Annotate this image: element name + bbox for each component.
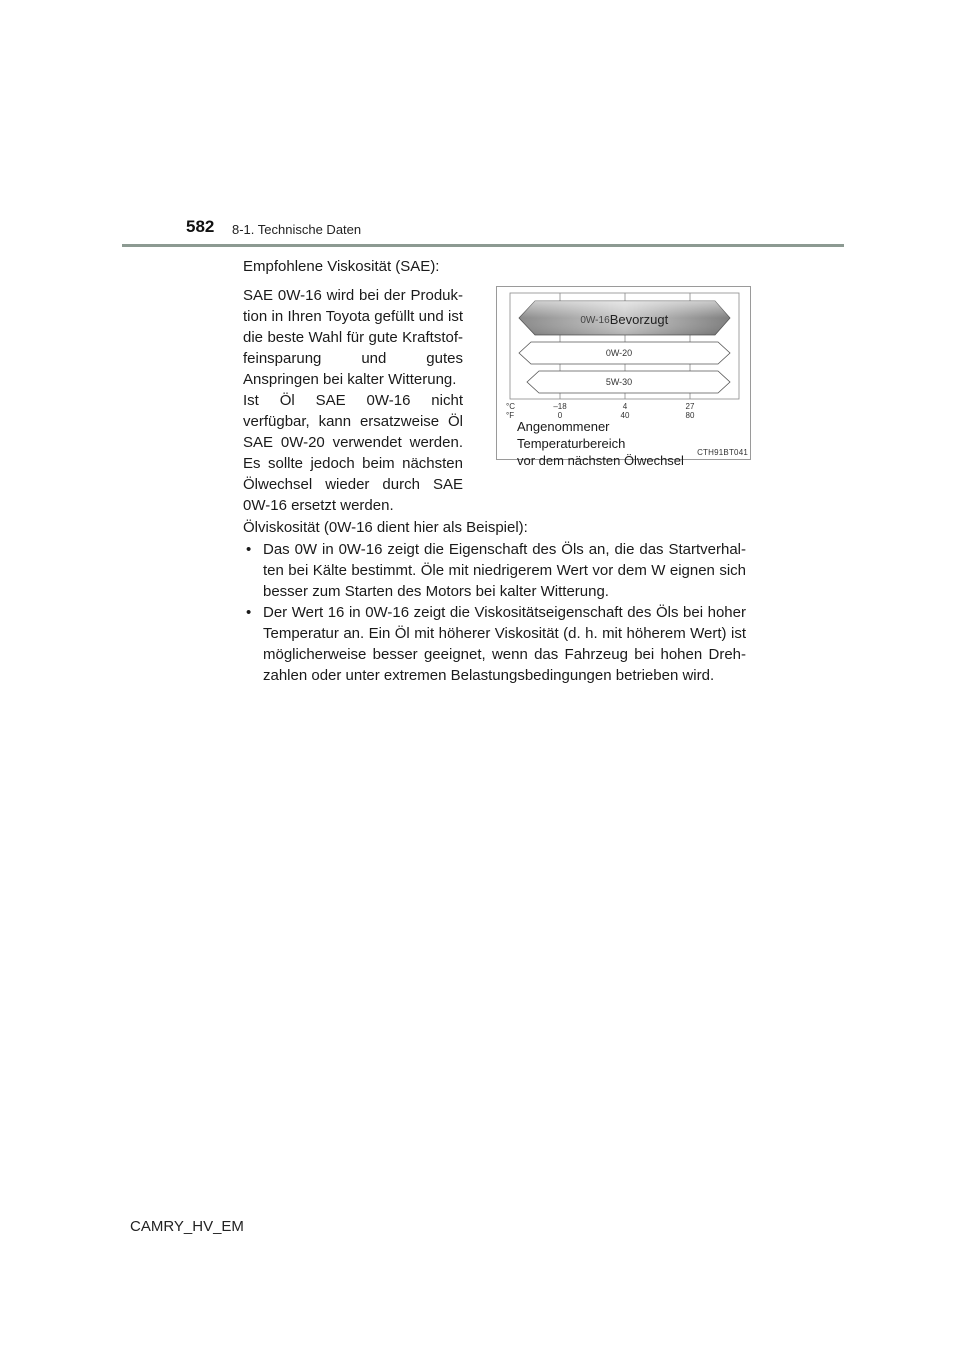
oil-range-arrow-0w20: [519, 342, 730, 364]
oil-grade-label-0w20: 0W-20: [605, 348, 633, 358]
oil-grade-label-5w30: 5W-30: [605, 377, 633, 387]
oil-range-arrow-5w30: [527, 371, 730, 393]
tick-f-0: 0: [557, 411, 563, 420]
figure-code: CTH91BT041: [697, 448, 748, 457]
viscosity-heading: Empfohlene Viskosität (SAE):: [243, 258, 440, 275]
figure-caption-line-2: vor dem nächsten Ölwechsel: [517, 453, 684, 468]
bullet-glyph: •: [246, 604, 252, 621]
bullet-list: [243, 539, 746, 686]
intro-paragraph-1: SAE 0W-16 wird bei der Produk-tion in Ihren Toyota gefüllt und ist die beste Wahl für gute Kraftstof-feinsparung und gutes Anspringen bei kalter Witterung.: [243, 287, 463, 388]
oil-grade-label-0w16: 0W-16: [580, 315, 610, 326]
viscosity-temperature-figure: [496, 286, 751, 468]
header-divider: [122, 244, 844, 247]
bullet-text-2: Der Wert 16 in 0W-16 zeigt die Viskositätseigenschaft des Öls bei hoher Temperatur an. Ein Öl mit höherer Viskosität (d. h. mit höherem Wert) ist möglicherweise besser geeignet, wenn das Fahrzeug bei hohen Dreh-zahlen oder unter extremen Belastungsbedingungen betrieben wird.: [263, 604, 746, 684]
tick-f-80: 80: [685, 411, 695, 420]
section-title: 8-1. Technische Daten: [232, 222, 362, 237]
footer-model: CAMRY_HV_EM: [130, 1218, 244, 1235]
tick-c-4: 4: [622, 402, 628, 411]
preferred-label: Bevorzugt: [609, 312, 669, 327]
list-item: [243, 539, 746, 602]
unit-celsius: °C: [506, 402, 515, 411]
example-title: Ölviskosität (0W-16 dient hier als Beispiel):: [243, 519, 528, 536]
intro-paragraph-2: Ist Öl SAE 0W-16 nicht verfügbar, kann ersatzweise Öl SAE 0W-20 verwendet werden. Es sollte jedoch beim nächsten Ölwechsel wieder durch SAE 0W-16 ersetzt werden.: [243, 392, 463, 514]
bullet-glyph: •: [246, 541, 252, 558]
bullet-text-1: Das 0W in 0W-16 zeigt die Eigenschaft des Öls an, die das Startverhal-ten bei Kälte bestimmt. Öle mit niedrigerem Wert vor dem W eignen sich besser zum Starten des Motors bei kalter Witterung.: [263, 541, 746, 600]
intro-paragraph: [243, 285, 463, 516]
unit-fahrenheit: °F: [506, 411, 515, 420]
figure-caption: [517, 418, 717, 469]
figure-caption-line-1: Angenommener Temperaturbereich: [517, 419, 626, 451]
list-item: [243, 602, 746, 686]
page-number: 582: [186, 217, 215, 236]
tick-f-40: 40: [620, 411, 630, 420]
tick-c-minus18: –18: [553, 402, 567, 411]
oil-range-arrow-0w16: [519, 301, 730, 335]
tick-c-27: 27: [685, 402, 695, 411]
